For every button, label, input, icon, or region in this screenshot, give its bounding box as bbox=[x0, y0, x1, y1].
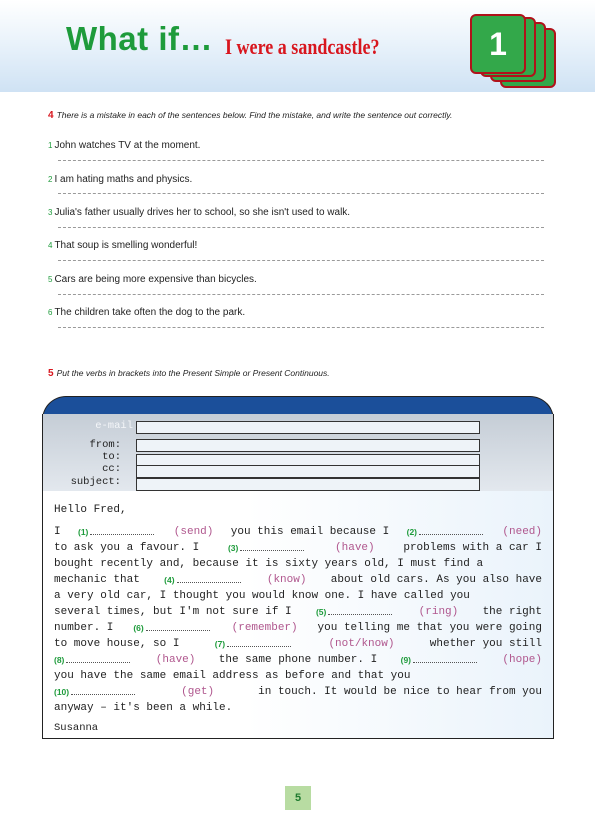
gap-number: (6) bbox=[133, 623, 144, 633]
text-run: you telling me that you were going bbox=[317, 622, 542, 634]
text-line bbox=[54, 620, 542, 636]
from-field[interactable] bbox=[136, 439, 480, 452]
gap-number: (1) bbox=[78, 527, 89, 537]
text-run: several times, but I'm not sure if I bbox=[54, 606, 292, 618]
answer-line-4[interactable] bbox=[58, 260, 544, 261]
exercise-5-number: 5 bbox=[48, 368, 54, 379]
gap-blank[interactable] bbox=[90, 525, 154, 535]
email-greeting: Hello Fred, bbox=[54, 504, 127, 516]
sentence-1 bbox=[48, 140, 200, 151]
gap-number: (10) bbox=[54, 687, 70, 697]
verb-hint: (send) bbox=[173, 526, 214, 538]
email-label: e-mail bbox=[95, 420, 133, 432]
to-label: to: bbox=[102, 451, 121, 463]
gap-blank[interactable] bbox=[177, 573, 241, 583]
text-run: bought recently and, because it is sixty years old, I must find a bbox=[54, 558, 484, 570]
subject-field[interactable] bbox=[136, 478, 480, 491]
unit-badge bbox=[470, 14, 570, 84]
text-run: anyway – it's been a while. bbox=[54, 702, 233, 714]
text-run: in touch. It would be nice to hear from you bbox=[258, 686, 542, 698]
page-header bbox=[0, 0, 595, 92]
unit-number: 1 bbox=[470, 14, 526, 74]
text-run: about old cars. As you also have bbox=[330, 574, 542, 586]
verb-hint: (know) bbox=[266, 574, 307, 586]
sentence-number: 5 bbox=[48, 275, 53, 284]
sentence-2 bbox=[48, 174, 192, 185]
unit-subtitle: I were a sandcastle? bbox=[225, 34, 380, 59]
text-line bbox=[54, 524, 542, 540]
gap-number: (3) bbox=[227, 543, 239, 553]
text-run: whether you still bbox=[429, 638, 542, 650]
verb-hint: (need) bbox=[502, 526, 542, 538]
gap-number: (7) bbox=[214, 639, 226, 649]
instruction-text: There is a mistake in each of the sentences below. Find the mistake, and write the sentence out correctly. bbox=[56, 110, 453, 120]
verb-hint: (ring) bbox=[418, 606, 459, 618]
verb-hint: (remember) bbox=[231, 622, 298, 634]
email-field[interactable] bbox=[136, 421, 480, 434]
text-line bbox=[54, 684, 542, 700]
email-text bbox=[54, 524, 542, 716]
gap-blank[interactable] bbox=[227, 637, 291, 647]
text-run: mechanic that bbox=[54, 574, 140, 586]
sentence-text: John watches TV at the moment. bbox=[54, 140, 201, 151]
email-signature: Susanna bbox=[54, 722, 99, 734]
sentence-text: That soup is smelling wonderful! bbox=[54, 240, 198, 251]
verb-hint: (have) bbox=[335, 542, 375, 554]
text-run: the same phone number. I bbox=[218, 654, 378, 666]
from-label: from: bbox=[89, 439, 121, 451]
cc-field[interactable] bbox=[136, 465, 480, 478]
text-line bbox=[54, 588, 542, 604]
text-line bbox=[54, 556, 542, 572]
gap-number: (2) bbox=[406, 527, 417, 537]
text-line bbox=[54, 540, 542, 556]
sentence-number: 6 bbox=[48, 308, 53, 317]
text-run: problems with a car I bbox=[403, 542, 542, 554]
gap-blank[interactable] bbox=[146, 621, 210, 631]
text-run: number. I bbox=[54, 622, 114, 634]
text-run: to ask you a favour. I bbox=[54, 542, 200, 554]
sentence-4 bbox=[48, 240, 197, 251]
gap-blank[interactable] bbox=[71, 685, 135, 695]
text-run: you this email because I bbox=[230, 526, 390, 538]
text-line bbox=[54, 700, 542, 716]
gap-blank[interactable] bbox=[413, 653, 477, 663]
sentence-5 bbox=[48, 274, 257, 285]
text-line bbox=[54, 572, 542, 588]
gap-number: (4) bbox=[164, 575, 175, 585]
sentence-number: 1 bbox=[48, 141, 53, 150]
email-window bbox=[42, 396, 552, 738]
gap-number: (5) bbox=[315, 607, 327, 617]
exercise-4-instruction bbox=[48, 110, 452, 121]
text-run: a very old car, I thought you would know one. I have called you bbox=[54, 590, 470, 602]
text-line bbox=[54, 668, 542, 684]
text-run: to move house, so I bbox=[54, 638, 180, 650]
page-number: 5 bbox=[285, 786, 311, 810]
subject-label: subject: bbox=[70, 476, 121, 488]
sentence-3 bbox=[48, 207, 350, 218]
sentence-text: The children take often the dog to the park. bbox=[54, 307, 246, 318]
email-header-panel bbox=[42, 414, 554, 492]
verb-hint: (have) bbox=[155, 654, 196, 666]
text-line bbox=[54, 636, 542, 652]
cc-label: cc: bbox=[102, 463, 121, 475]
gap-blank[interactable] bbox=[419, 525, 483, 535]
exercise-5-instruction bbox=[48, 368, 330, 379]
verb-hint: (get) bbox=[181, 686, 215, 698]
answer-line-1[interactable] bbox=[58, 160, 544, 161]
text-run: the right bbox=[482, 606, 542, 618]
gap-blank[interactable] bbox=[240, 541, 304, 551]
text-line bbox=[54, 604, 542, 620]
text-line bbox=[54, 652, 542, 668]
sentence-text: Julia's father usually drives her to school, so she isn't used to walk. bbox=[54, 207, 351, 218]
sentence-number: 4 bbox=[48, 241, 53, 250]
gap-blank[interactable] bbox=[66, 653, 130, 663]
sentence-number: 2 bbox=[48, 175, 53, 184]
exercise-4-number: 4 bbox=[48, 110, 54, 121]
gap-blank[interactable] bbox=[328, 605, 392, 615]
answer-line-3[interactable] bbox=[58, 227, 544, 228]
text-run: I bbox=[54, 526, 61, 538]
verb-hint: (hope) bbox=[502, 654, 542, 666]
text-run: you have the same email address as before and that you bbox=[54, 670, 411, 682]
answer-line-6[interactable] bbox=[58, 327, 544, 328]
answer-line-2[interactable] bbox=[58, 193, 544, 194]
sentence-number: 3 bbox=[48, 208, 53, 217]
answer-line-5[interactable] bbox=[58, 294, 544, 295]
gap-number: (9) bbox=[400, 655, 411, 665]
sentence-text: I am hating maths and physics. bbox=[54, 174, 193, 185]
sentence-6 bbox=[48, 307, 245, 318]
gap-number: (8) bbox=[54, 655, 65, 665]
sentence-text: Cars are being more expensive than bicycles. bbox=[54, 274, 257, 285]
unit-title: What if… bbox=[66, 20, 213, 57]
instruction-text: Put the verbs in brackets into the Present Simple or Present Continuous. bbox=[56, 368, 330, 378]
verb-hint: (not/know) bbox=[328, 638, 395, 650]
